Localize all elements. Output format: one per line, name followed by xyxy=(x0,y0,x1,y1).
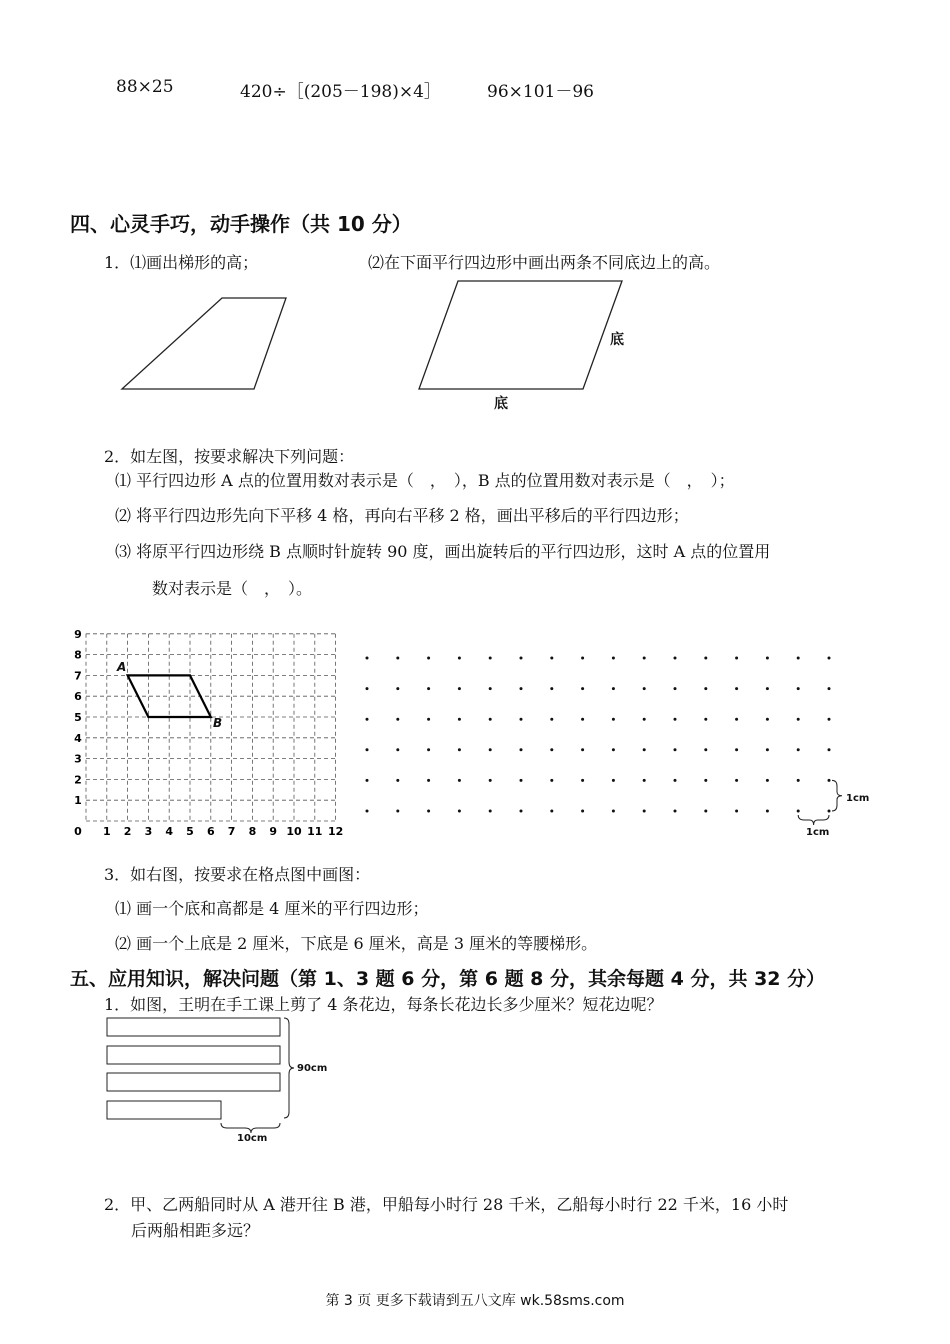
s4-q2-stem: 2．如左图，按要求解决下列问题： xyxy=(104,447,355,466)
expression-1: 88×25 xyxy=(116,77,174,97)
x-tick-label: 5 xyxy=(186,825,194,838)
x-tick-label: 7 xyxy=(227,825,236,838)
y-tick-label: 4 xyxy=(74,731,82,745)
s4-q2-sub3-line1: ⑶ 将原平行四边形绕 B 点顺时针旋转 90 度，画出旋转后的平行四边形，这时 A 点的位置用 xyxy=(115,542,771,561)
s4-q3-sub2: ⑵ 画一个上底是 2 厘米，下底是 6 厘米，高是 3 厘米的等腰梯形。 xyxy=(115,934,598,953)
s4-q3-stem: 3．如右图，按要求在格点图中画图： xyxy=(104,865,371,884)
y-tick-label: 9 xyxy=(74,627,82,641)
page-footer: 第 3 页 更多下载请到五八文库 wk.58sms.com xyxy=(325,1293,625,1309)
x-tick-label: 10 xyxy=(286,825,302,838)
bottom-brace xyxy=(221,1123,280,1133)
expression-3: 96×101－96 xyxy=(487,82,594,102)
x-tick-label: 9 xyxy=(269,825,278,838)
x-tick-label: 4 xyxy=(165,825,174,838)
x-tick-label: 8 xyxy=(248,825,257,838)
long-ribbon-2 xyxy=(107,1046,280,1064)
ribbon-diff-label: 10cm xyxy=(237,1133,268,1144)
long-ribbon-1 xyxy=(107,1018,280,1036)
s4-q2-sub1: ⑴ 平行四边形 A 点的位置用数对表示是（ ， ），B 点的位置用数对表示是（ ， ）； xyxy=(115,471,735,490)
y-tick-label: 3 xyxy=(74,752,82,766)
y-tick-label: 6 xyxy=(74,690,82,704)
y-tick-label: 2 xyxy=(74,773,82,787)
long-ribbon-3 xyxy=(107,1073,280,1091)
s4-q2-sub2: ⑵ 将平行四边形先向下平移 4 格，再向右平移 2 格，画出平移后的平行四边形； xyxy=(115,506,689,525)
point-a-label: A xyxy=(117,660,127,674)
section4-title: 四、心灵手巧，动手操作（共 10 分） xyxy=(70,212,412,236)
x-tick-label: 12 xyxy=(327,825,344,838)
base-label-right: 底 xyxy=(610,332,624,348)
ribbon-total-label: 90cm xyxy=(297,1063,328,1074)
s5-q1-text: 1．如图，王明在手工课上剪了 4 条花边，每条长花边长多少厘米？短花边呢？ xyxy=(104,995,663,1014)
s4-q1-part2: ⑵在下面平行四边形中画出两条不同底边上的高。 xyxy=(368,253,721,272)
s5-q2-line2: 后两船相距多远？ xyxy=(131,1221,260,1240)
x-tick-label: 3 xyxy=(144,825,153,838)
x-tick-label: 2 xyxy=(123,825,132,838)
s4-q3-sub1: ⑴ 画一个底和高都是 4 厘米的平行四边形； xyxy=(115,899,429,918)
dot-grid-label-h: 1cm xyxy=(806,827,830,838)
x-tick-label: 0 xyxy=(74,825,82,838)
short-ribbon xyxy=(107,1101,221,1119)
y-tick-label: 7 xyxy=(74,669,82,683)
expression-2: 420÷［(205－198)×4］ xyxy=(240,82,441,102)
x-tick-label: 11 xyxy=(307,825,323,838)
dot-grid-label-v: 1cm xyxy=(846,793,870,804)
y-tick-label: 5 xyxy=(74,711,82,724)
y-tick-label: 1 xyxy=(74,794,82,808)
base-label-bottom: 底 xyxy=(494,396,508,412)
x-tick-label: 1 xyxy=(102,825,111,838)
point-b-label: B xyxy=(213,716,223,730)
y-tick-label: 8 xyxy=(74,648,82,662)
s4-q1-part1: 1．⑴画出梯形的高； xyxy=(104,253,259,272)
s5-q2-line1: 2．甲、乙两船同时从 A 港开往 B 港，甲船每小时行 28 千米，乙船每小时行 22 千米，16 小时 xyxy=(104,1195,789,1214)
right-brace xyxy=(284,1018,294,1118)
s4-q2-sub3-line2: 数对表示是（ ， ）。 xyxy=(152,579,313,598)
x-tick-label: 6 xyxy=(206,825,215,838)
section5-title: 五、应用知识，解决问题（第 1、3 题 6 分，第 6 题 8 分，其余每题 4 分，共 32 分） xyxy=(70,968,826,990)
